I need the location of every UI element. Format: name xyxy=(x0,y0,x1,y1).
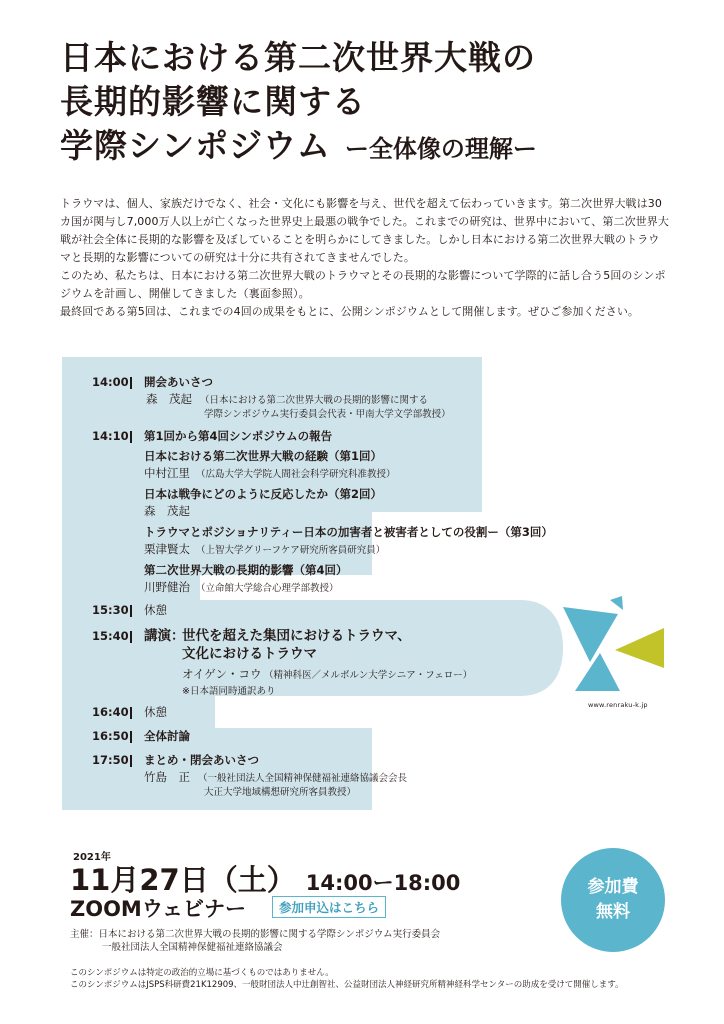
speaker-affiliation: 学際シンポジウム実行委員会代表・甲南大学文学部教授） xyxy=(204,409,451,420)
speaker-affiliation: （広島大学大学院人間社会科学研究科准教授） xyxy=(196,469,396,480)
lecture-title: 世代を超えた集団におけるトラウマ、 xyxy=(182,628,411,644)
lecture-note: ※日本語同時通訳あり xyxy=(182,686,276,697)
apply-link[interactable]: 参加申込はこちら xyxy=(272,896,386,918)
disclaimer-line: このシンポジウムは特定の政治的立場に基づくものではありません。 xyxy=(70,968,334,978)
speaker-affiliation: （精神科医／メルボルン大学シニア・フェロー） xyxy=(264,670,473,681)
speaker-name: 中村江里 xyxy=(144,466,190,480)
speaker-affiliation: （立命館大学総合心理学部教授） xyxy=(196,583,339,594)
speaker-affiliation: （一般社団法人全国精神保健福祉連絡協議会会長 xyxy=(198,773,408,784)
lecture-label: 講演： xyxy=(144,628,185,644)
organizer-line: 一般社団法人全国精神保健福祉連絡協議会 xyxy=(102,942,283,953)
session-title: 全体討論 xyxy=(144,729,190,743)
session-title: まとめ・閉会あいさつ xyxy=(144,753,259,767)
talk-title: 第二次世界大戦の長期的影響（第4回） xyxy=(144,563,348,577)
speaker-name: 森 茂起 xyxy=(146,392,192,406)
event-time: 14:00ー18:00 xyxy=(305,871,461,895)
session-title: 第1回から第4回シンポジウムの報告 xyxy=(144,429,333,443)
event-day: 11月27日（土） xyxy=(70,863,296,897)
event-venue: ZOOMウェビナー xyxy=(70,897,246,921)
title-line-2: 長期的影響に関する xyxy=(60,82,366,121)
intro-paragraph: 最終回である第5回は、これまでの4回の成果をもとに、公開シンポジウムとして開催します。ぜひご参加ください。 xyxy=(60,305,640,318)
session-title: 休憩 xyxy=(144,603,167,617)
talk-title: 日本における第二次世界大戦の経験（第1回） xyxy=(144,449,382,463)
disclaimer-line: このシンポジウムはJSPS科研費21K12909、一般財団法人中辻創智社、公益財団法人神経研究所精神経科学センターの助成を受けて開催します。 xyxy=(70,980,624,990)
speaker-name: 竹島 正 xyxy=(144,770,190,784)
speaker-affiliation: 大正大学地域構想研究所客員教授） xyxy=(204,787,357,798)
disclaimer xyxy=(70,967,624,991)
session-title: 休憩 xyxy=(144,705,167,719)
divider xyxy=(130,755,132,767)
title-subtitle: ー全体像の理解ー xyxy=(344,135,537,163)
speaker-name: 川野健治 xyxy=(144,580,190,594)
time-label: 16:40 xyxy=(92,705,129,719)
talk-title: 日本は戦争にどのように反応したか（第2回） xyxy=(144,487,382,501)
speaker-name: 森 茂起 xyxy=(144,504,190,518)
talk-title: トラウマとポジショナリティー日本の加害者と被害者としての役割ー（第3回） xyxy=(144,525,553,539)
event-year: 2021年 xyxy=(73,852,111,863)
session-title: 開会あいさつ xyxy=(144,375,213,389)
time-label: 17:50 xyxy=(92,753,129,767)
organizer-line: 主催：日本における第二次世界大戦の長期的影響に関する学際シンポジウム実行委員会 xyxy=(70,929,441,940)
intro-paragraph: このため、私たちは、日本における第二次世界大戦のトラウマとその長期的な影響について学際的に話し合う5回のシンポジウムを計画し、開催してきました（裏面参照）。 xyxy=(60,269,666,300)
title-line-3: 学際シンポジウム xyxy=(60,126,331,165)
fee-value: 無料 xyxy=(596,902,630,922)
fee-label: 参加費 xyxy=(587,877,639,897)
divider xyxy=(130,731,132,743)
time-label: 15:40 xyxy=(92,629,129,643)
speaker-name: オイゲン・コウ xyxy=(182,667,262,681)
time-label: 14:00 xyxy=(92,375,129,389)
title-line-1: 日本における第二次世界大戦の xyxy=(60,38,536,77)
website-url: www.renraku-k.jp xyxy=(588,701,648,709)
divider xyxy=(130,431,132,443)
divider xyxy=(130,377,132,389)
divider xyxy=(130,707,132,719)
fee-badge xyxy=(561,848,665,952)
time-label: 15:30 xyxy=(92,603,129,617)
speaker-name: 栗津賢太 xyxy=(144,542,190,556)
divider xyxy=(130,605,132,617)
organizer-info xyxy=(70,928,440,954)
intro-paragraph: トラウマは、個人、家族だけでなく、社会・文化にも影響を与え、世代を超えて伝わっていきます。第二次世界大戦は30カ国が関与し7,000万人以上が亡くなった世界史上最悪の戦争でした。これまでの研究は、世界中において、第二次世界大戦が社会全体に長期的な影響を及ぼしていることを明らかにしてきました。しかし日本における第二次世界大戦のトラウマと長期的な影響についての研究は十分に共有されてきませんでした。 xyxy=(60,197,669,264)
triangle-logo-icon xyxy=(560,590,665,700)
speaker-affiliation: （日本における第二次世界大戦の長期的影響に関する xyxy=(200,395,429,406)
divider xyxy=(130,631,132,643)
lecture-title: 文化におけるトラウマ xyxy=(182,646,317,662)
time-label: 14:10 xyxy=(92,429,129,443)
speaker-affiliation: （上智大学グリーフケア研究所客員研究員） xyxy=(196,545,386,556)
time-label: 16:50 xyxy=(92,729,129,743)
